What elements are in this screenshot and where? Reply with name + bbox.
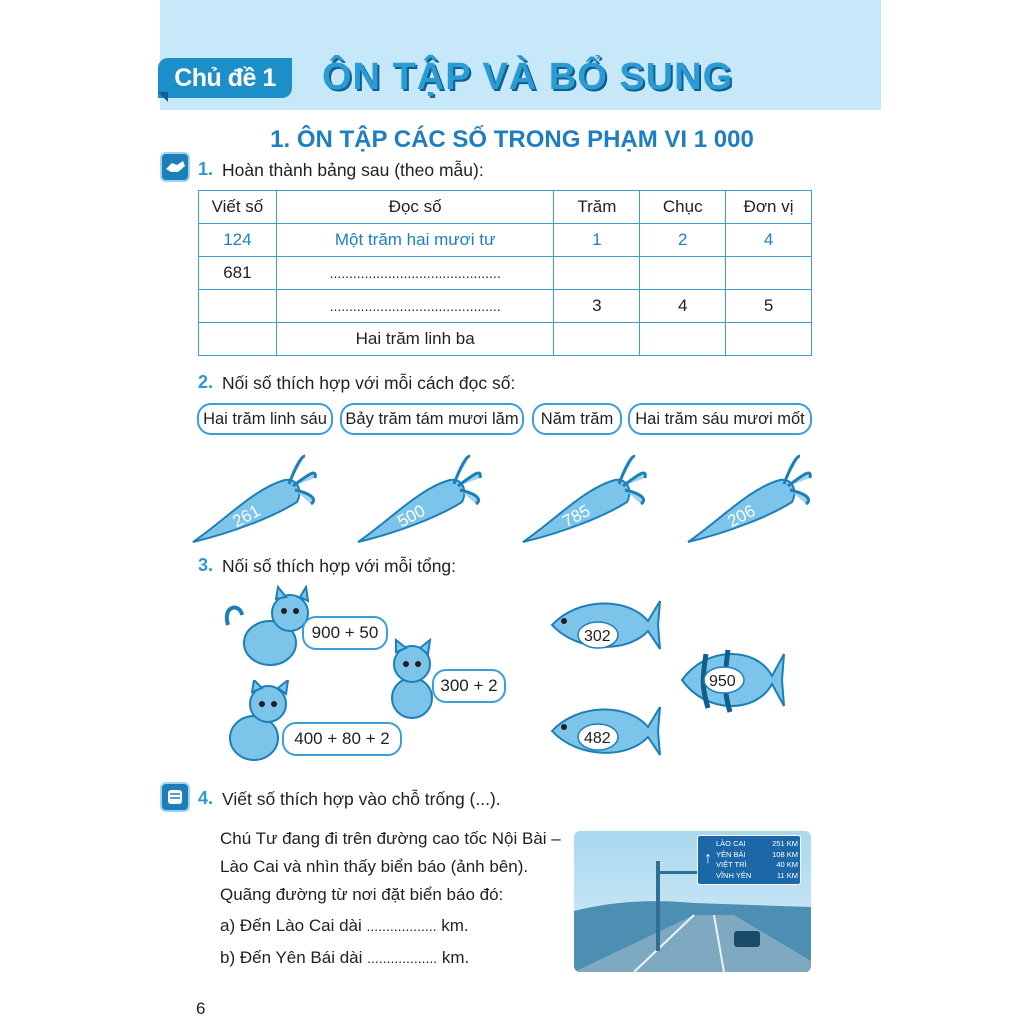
reading-pill[interactable]: Hai trăm sáu mươi mốt: [628, 403, 812, 435]
fish-group: [548, 595, 788, 770]
cell-reading: Một trăm hai mươi tư: [276, 224, 554, 257]
cat-illustration: [222, 585, 312, 669]
sign-row: VĨNH YÊN 11 KM: [716, 870, 798, 880]
table-row: [199, 224, 812, 257]
ex3-prompt: Nối số thích hợp với mỗi tổng:: [222, 556, 457, 576]
sum-bubble[interactable]: 300 + 2: [432, 669, 506, 703]
page-number: 6: [196, 999, 206, 1018]
col-header: Viết số: [199, 191, 277, 224]
col-header: Trăm: [554, 191, 640, 224]
cell-number: 124: [199, 224, 277, 257]
sum-bubble[interactable]: 400 + 80 + 2: [282, 722, 402, 756]
sign-row: LÀO CAI 251 KM: [716, 839, 798, 848]
ex4-number: 4.: [198, 788, 214, 808]
fist-icon: [160, 782, 190, 812]
cell-tens-blank[interactable]: [640, 323, 726, 356]
fish[interactable]: [682, 650, 784, 712]
fish-number: 482: [584, 730, 611, 747]
cell-units-blank[interactable]: [726, 257, 812, 290]
carrots-row: [185, 450, 825, 550]
ex1-table: [198, 190, 812, 356]
carrot[interactable]: [193, 456, 315, 542]
ex4-question-a: [220, 916, 469, 936]
chapter-label-tail: [158, 92, 168, 102]
answer-a-blank[interactable]: ..................: [366, 918, 437, 934]
carrot[interactable]: [523, 456, 645, 542]
col-header: Đơn vị: [726, 191, 812, 224]
fish[interactable]: [552, 707, 660, 755]
answer-b-blank[interactable]: ..................: [367, 950, 438, 966]
handshake-icon: [160, 152, 190, 182]
cell-reading-blank[interactable]: ............................................: [276, 257, 554, 290]
reading-pill[interactable]: Hai trăm linh sáu: [197, 403, 333, 435]
question-a-text: a) Đến Lào Cai dài: [220, 916, 362, 935]
cell-reading: Hai trăm linh ba: [276, 323, 554, 356]
ex4-line: Quãng đường từ nơi đặt biển báo đó:: [220, 885, 504, 904]
ex2-prompt: Nối số thích hợp với mỗi cách đọc số:: [222, 373, 516, 393]
fish-number: 950: [709, 673, 736, 690]
cell-number-blank[interactable]: [199, 290, 277, 323]
cell-units-blank[interactable]: [726, 323, 812, 356]
carrot-number: 206: [724, 501, 759, 532]
col-header: Chục: [640, 191, 726, 224]
ex4-line: Chú Tư đang đi trên đường cao tốc Nội Bài –: [220, 829, 561, 848]
lesson-title: 1. ÔN TẬP CÁC SỐ TRONG PHẠM VI 1 000: [270, 126, 754, 153]
reading-pill[interactable]: Năm trăm: [532, 403, 622, 435]
ex4-prompt: Viết số thích hợp vào chỗ trống (...).: [222, 789, 501, 809]
ex4-line: Lào Cai và nhìn thấy biển báo (ảnh bên).: [220, 857, 529, 876]
cell-hundreds-blank[interactable]: [554, 323, 640, 356]
cell-tens: 4: [640, 290, 726, 323]
unit-label: km.: [441, 948, 470, 967]
reading-pill[interactable]: Bảy trăm tám mươi lăm: [340, 403, 524, 435]
carrot[interactable]: [358, 456, 480, 542]
highway-photo: [574, 831, 811, 972]
sum-bubble[interactable]: 900 + 50: [302, 616, 388, 650]
fish[interactable]: [552, 601, 660, 649]
cell-reading-blank[interactable]: ............................................: [276, 290, 554, 323]
ex1-number: 1.: [198, 159, 214, 179]
cell-number-blank[interactable]: [199, 323, 277, 356]
cell-hundreds-blank[interactable]: [554, 257, 640, 290]
question-b-text: b) Đến Yên Bái dài: [220, 948, 363, 967]
carrot-number: 500: [394, 501, 429, 532]
arrow-up-icon: ↑: [704, 850, 712, 867]
cell-number: 681: [199, 257, 277, 290]
fish-number: 302: [584, 628, 611, 645]
table-row: [199, 323, 812, 356]
table-header-row: [199, 191, 812, 224]
chapter-label: Chủ đề 1: [158, 58, 292, 98]
unit-label: km.: [441, 916, 469, 935]
sign-list: [716, 839, 798, 881]
carrot[interactable]: [688, 456, 810, 542]
sign-row: VIỆT TRÌ 40 KM: [716, 860, 798, 869]
cell-units: 4: [726, 224, 812, 257]
chapter-title: ÔN TẬP VÀ BỔ SUNG: [322, 56, 734, 98]
cell-units: 5: [726, 290, 812, 323]
cell-tens: 2: [640, 224, 726, 257]
ex3-number: 3.: [198, 555, 214, 575]
col-header: Đọc số: [276, 191, 554, 224]
carrot-number: 261: [229, 501, 264, 532]
ex2-number: 2.: [198, 372, 214, 392]
cell-tens-blank[interactable]: [640, 257, 726, 290]
ex1-prompt: Hoàn thành bảng sau (theo mẫu):: [222, 160, 484, 180]
road-sign: [697, 835, 801, 885]
table-row: [199, 290, 812, 323]
carrot-number: 785: [559, 501, 594, 532]
table-row: [199, 257, 812, 290]
ex4-question-b: [220, 948, 469, 968]
sign-row: YÊN BÁI 108 KM: [716, 849, 798, 859]
cell-hundreds: 3: [554, 290, 640, 323]
cell-hundreds: 1: [554, 224, 640, 257]
